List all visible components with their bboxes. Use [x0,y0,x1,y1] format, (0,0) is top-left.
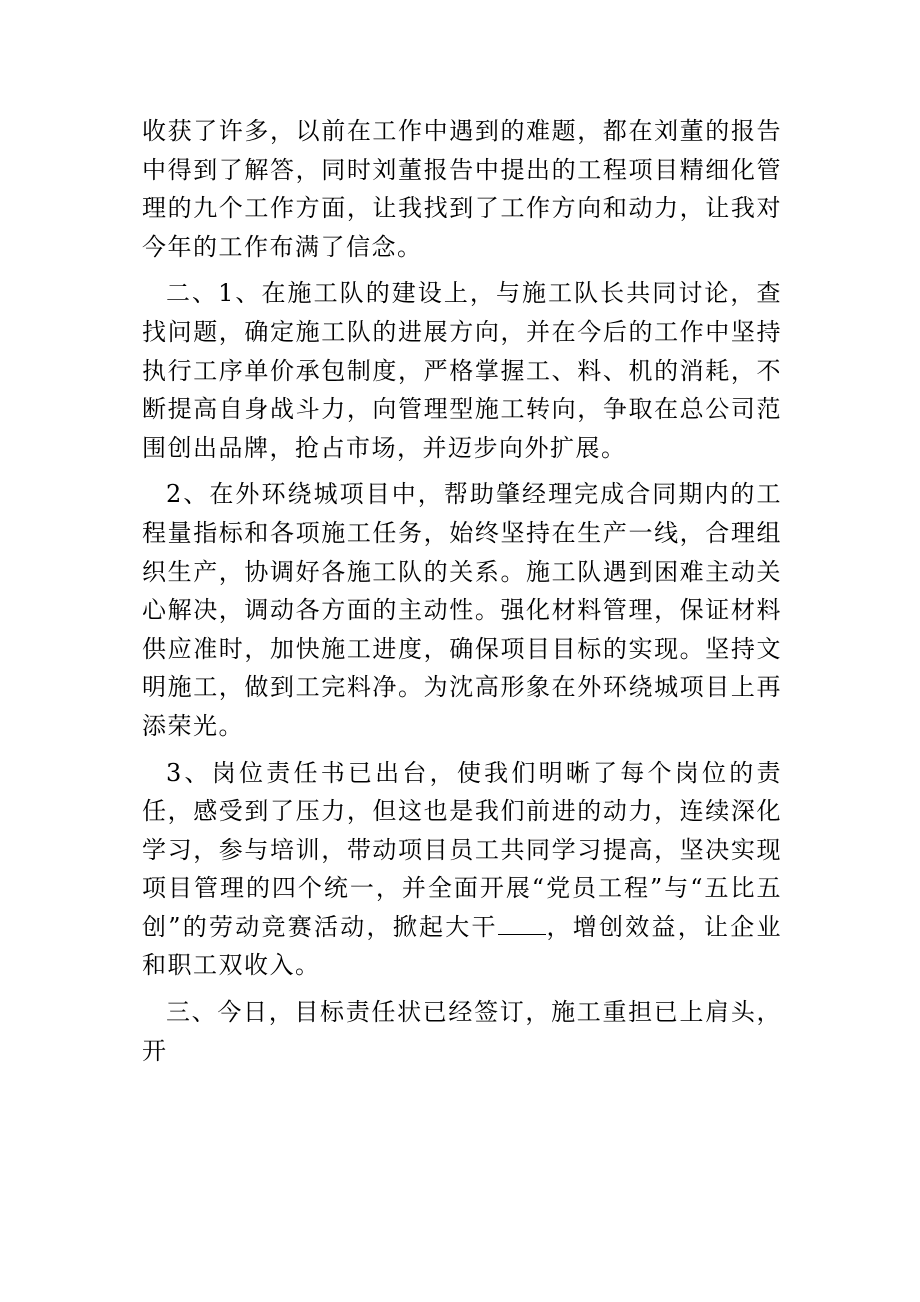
document-body [142,112,782,1078]
paragraph-item-three-after-blank: ，增创效益，让企业和职工双收入。 [142,912,782,980]
paragraph-section-three: 三、今日，目标责任状已经签订，施工重担已上肩头，开 [142,998,782,1065]
paragraph-item-three [142,754,782,986]
paragraph-item-two: 2、在外环绕城项目中，帮助肇经理完成合同期内的工程量指标和各项施工任务，始终坚持在生产一线，合理组织生产，协调好各施工队的关系。施工队遇到困难主动关心解决，调动各方面的主动性。强化材料管理，保证材料供应准时，加快施工进度，确保项目目标的实现。坚持文明施工，做到工完料净。为沈高形象在外环绕城项目上再添荣光。 [142,480,782,740]
fill-in-blank [498,933,546,935]
paragraph-continuation: 收获了许多，以前在工作中遇到的难题，都在刘董的报告中得到了解答，同时刘董报告中提出的工程项目精细化管理的九个工作方面，让我找到了工作方向和动力，让我对今年的工作布满了信念。 [142,117,782,261]
paragraph-item-three-before-blank: 3、岗位责任书已出台，使我们明晰了每个岗位的责任，感受到了压力，但这也是我们前进的动力，连续深化学习，参与培训，带动项目员工共同学习提高，坚决实现项目管理的四个统一，并全面开展“党员工程”与“五比五创”的劳动竞赛活动，掀起大干 [142,758,782,941]
paragraph-section-two-item-one: 二、1、在施工队的建设上，与施工队长共同讨论，查找问题，确定施工队的进展方向，并在今后的工作中坚持执行工序单价承包制度，严格掌握工、料、机的消耗，不断提高自身战斗力，向管理型施工转向，争取在总公司范围创出品牌，抢占市场，并迈步向外扩展。 [142,279,782,462]
